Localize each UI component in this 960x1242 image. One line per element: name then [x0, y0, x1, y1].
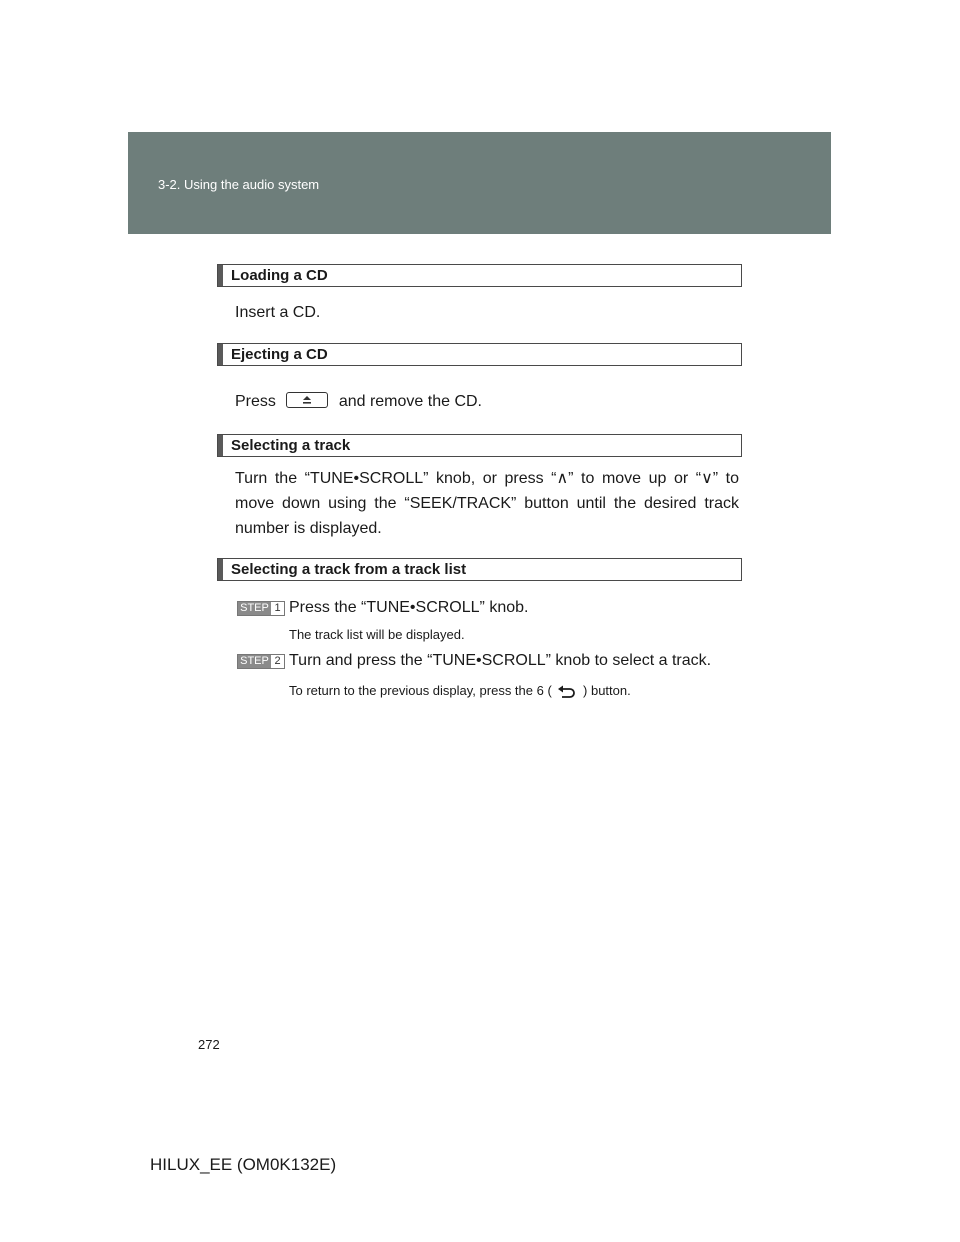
heading-ejecting-cd: [217, 343, 742, 366]
heading-text: Loading a CD: [231, 267, 328, 284]
text-remove-cd: and remove the CD.: [338, 393, 482, 410]
step-1-note: The track list will be displayed.: [289, 627, 465, 642]
paragraph-selecting-track: Turn the “TUNE•SCROLL” knob, or press “∧” to move up or “∨” to move down using the “SEEK/TRACK” button until the desired track number is displayed.: [235, 470, 739, 537]
heading-text: Ejecting a CD: [231, 346, 328, 363]
heading-text: Selecting a track from a track list: [231, 561, 467, 578]
step-word: STEP: [238, 655, 271, 668]
section-title: 3-2. Using the audio system: [158, 177, 320, 192]
heading-text: Selecting a track: [231, 437, 351, 454]
step-number: 2: [271, 655, 284, 668]
heading-bar: [218, 559, 223, 580]
paragraph-ejecting-cd: [235, 389, 739, 414]
back-arrow-icon: [557, 684, 577, 701]
step-number: 1: [271, 602, 284, 615]
step-2-text: Turn and press the “TUNE•SCROLL” knob to select a track.: [289, 652, 712, 669]
heading-bar: [218, 435, 223, 456]
heading-selecting-track: [217, 434, 742, 457]
heading-track-list: [217, 558, 742, 581]
eject-icon: [286, 392, 328, 408]
heading-bar: [218, 265, 223, 286]
step-2-note: [289, 683, 631, 701]
heading-loading-cd: [217, 264, 742, 287]
text-press: Press: [235, 393, 276, 410]
note-text-after: ) button.: [583, 683, 631, 698]
step-word: STEP: [238, 602, 271, 615]
step-2-badge: [237, 654, 285, 669]
paragraph-loading-cd: Insert a CD.: [235, 304, 321, 321]
heading-bar: [218, 344, 223, 365]
step-1-badge: [237, 601, 285, 616]
step-1-text: Press the “TUNE•SCROLL” knob.: [289, 599, 529, 616]
note-text-before: To return to the previous display, press the 6 (: [289, 683, 552, 698]
footer-manual-code: HILUX_EE (OM0K132E): [150, 1155, 337, 1174]
page-number: 272: [198, 1037, 220, 1052]
header-band: [128, 132, 831, 234]
